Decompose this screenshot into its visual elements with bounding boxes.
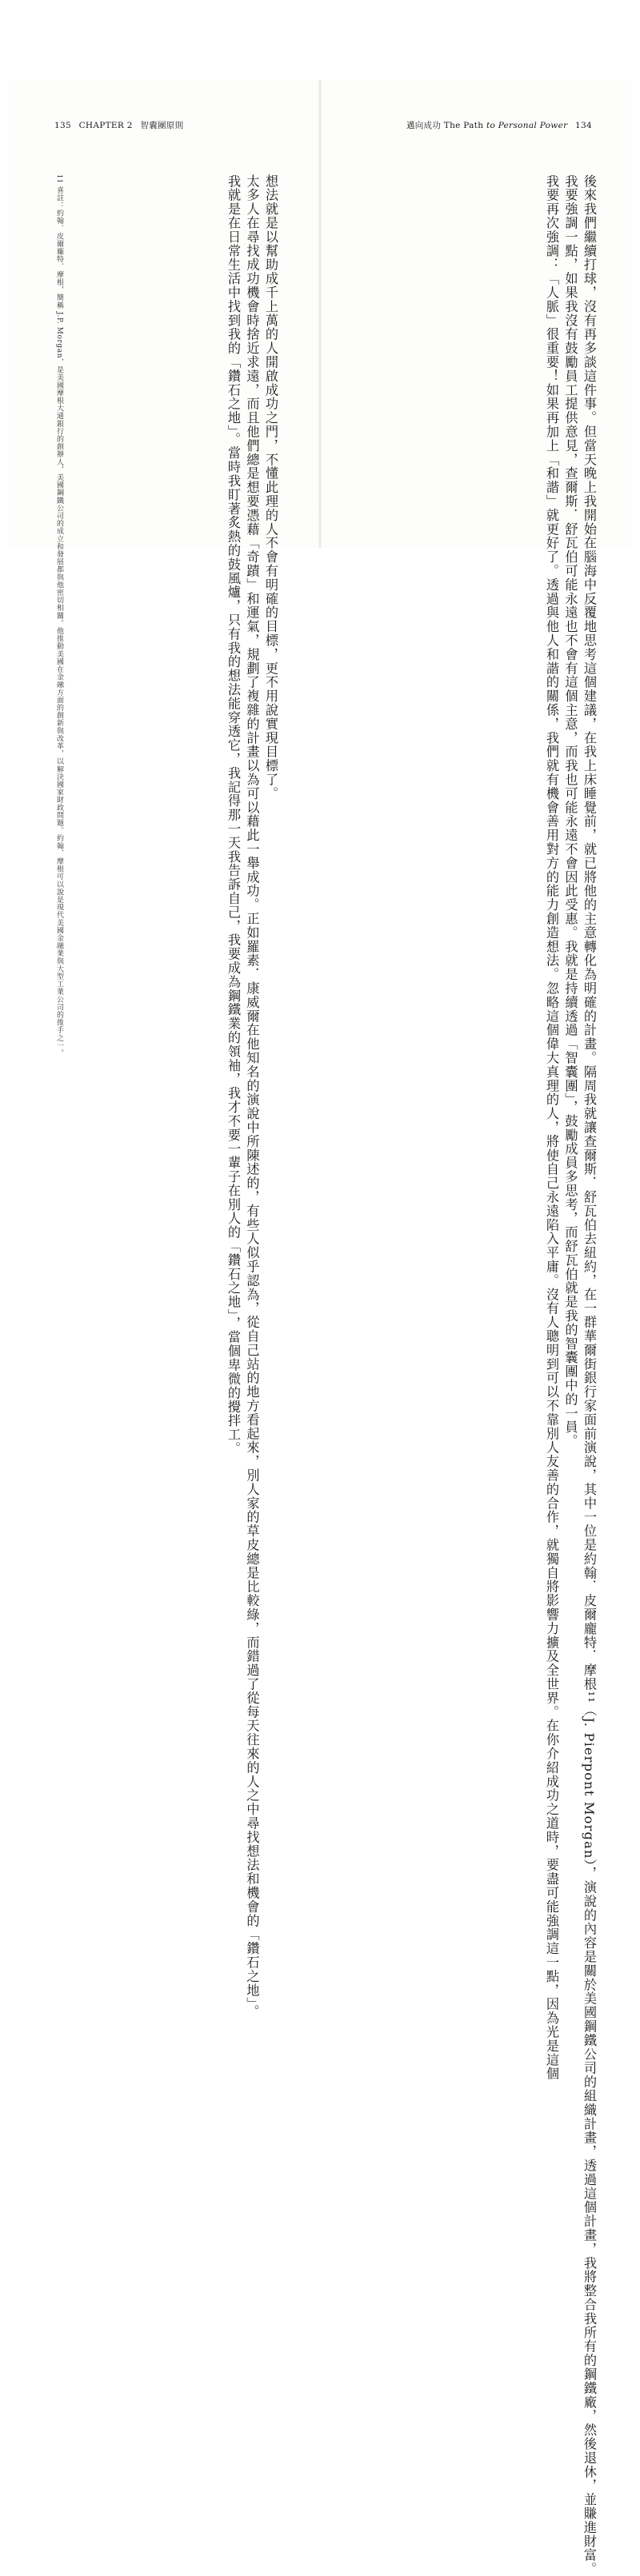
footnote-text: 喜註：約翰．皮爾龐特．摩根，簡稱 J.P. Morgan，是美國摩根大通銀行的創辦人，美國鋼鐵公司的成立和發展都與他密切相關。他推動美國在金融方面的創新與改革，以解決國家財政問題。約翰．摩根可以說是現代美國金融業與大型工業公司的推手之一。 (55, 186, 63, 1057)
right-paragraph-3: 我要再次強調：「人脈」很重要！如果再加上「和諧」就更好了。透過與他人和諧的關係，我們就有機會善用對方的能力創造想法。忽略這個偉大真理的人，將使自己永遠陷入平庸。沒有人聰明到可以不靠別人友善的合作，就獨自將影響力擴及全世界。在你介紹成功之道時，要盡可能強調這一點，因為光是這個 (544, 174, 559, 2081)
chapter-label: CHAPTER 2 (78, 121, 133, 130)
left-page-body (224, 174, 281, 2019)
book-title-en-to: to (486, 121, 496, 130)
left-paragraph-2: 太多人在尋找成功機會時捨近求遠，而且他們總是想要憑藉「奇蹟」和運氣，規劃了複雜的計畫以為可以藉此一舉成功。正如羅素．康威爾在他知名的演說中所陳述的，有些人似乎認為，從自己站的地方看起來，別人家的草皮總是比較綠，而錯過了從每天往來的人之中尋找想法和機會的「鑽石之地」。 (244, 174, 260, 2019)
book-title-cn: 邁向成功 (406, 121, 442, 130)
book-title-en-prefix: The Path (443, 121, 484, 130)
book-title-en-suffix: Personal Power (498, 121, 568, 130)
left-paragraph-3: 我就是在日常生活中找到我的「鑽石之地」。當時我盯著炙熱的鼓風爐，只有我的想法能穿透它，我記得那一天我告訴自己，我要成為鋼鐵業的領袖，我才不要一輩子在別人的「鑽石之地」，當個卑微的攪拌工。 (226, 174, 241, 1456)
left-paragraph-1: 想法就是以幫助成千上萬的人開啟成功之門，不懂此理的人不會有明確的目標，更不用說實現目標了。 (263, 174, 278, 801)
left-page (8, 80, 320, 2019)
book-spread (8, 80, 632, 2576)
right-page-number: 134 (575, 121, 592, 130)
chapter-title: 智囊團原則 (140, 121, 184, 130)
footnote (54, 174, 64, 1057)
left-page-number: 135 (54, 121, 71, 130)
right-page (320, 80, 632, 2576)
left-page-header (50, 119, 188, 131)
right-paragraph-2: 我要強調一點，如果我沒有鼓勵員工提供意見，查爾斯．舒瓦伯可能永遠也不會有這個主意，而我也可能永遠不會因此受惠。我就是持續透過「智囊團」，鼓勵成員多思考，而舒瓦伯就是我的智囊團中的一員。 (562, 174, 578, 1448)
footnote-number: 11 (56, 174, 63, 184)
right-paragraph-1: 後來我們繼續打球，沒有再多談這件事。但當天晚上我開始在腦海中反覆地思考這個建議，在我上床睡覺前，就已將他的主意轉化為明確的計畫。隔周我就讓查爾斯．舒瓦伯去紐約，在一群華爾街銀行家面前演說，其中一位是約翰．皮爾龐特．摩根¹¹（J. Pierpont Morgan），演說的內容是關於美國鋼鐵公司的組織計畫，透過這個計畫，我將整合我所有的鋼鐵廠，然後退休，並賺進財富。 (582, 174, 597, 2576)
right-page-body (542, 174, 599, 2576)
right-page-header (406, 119, 597, 131)
